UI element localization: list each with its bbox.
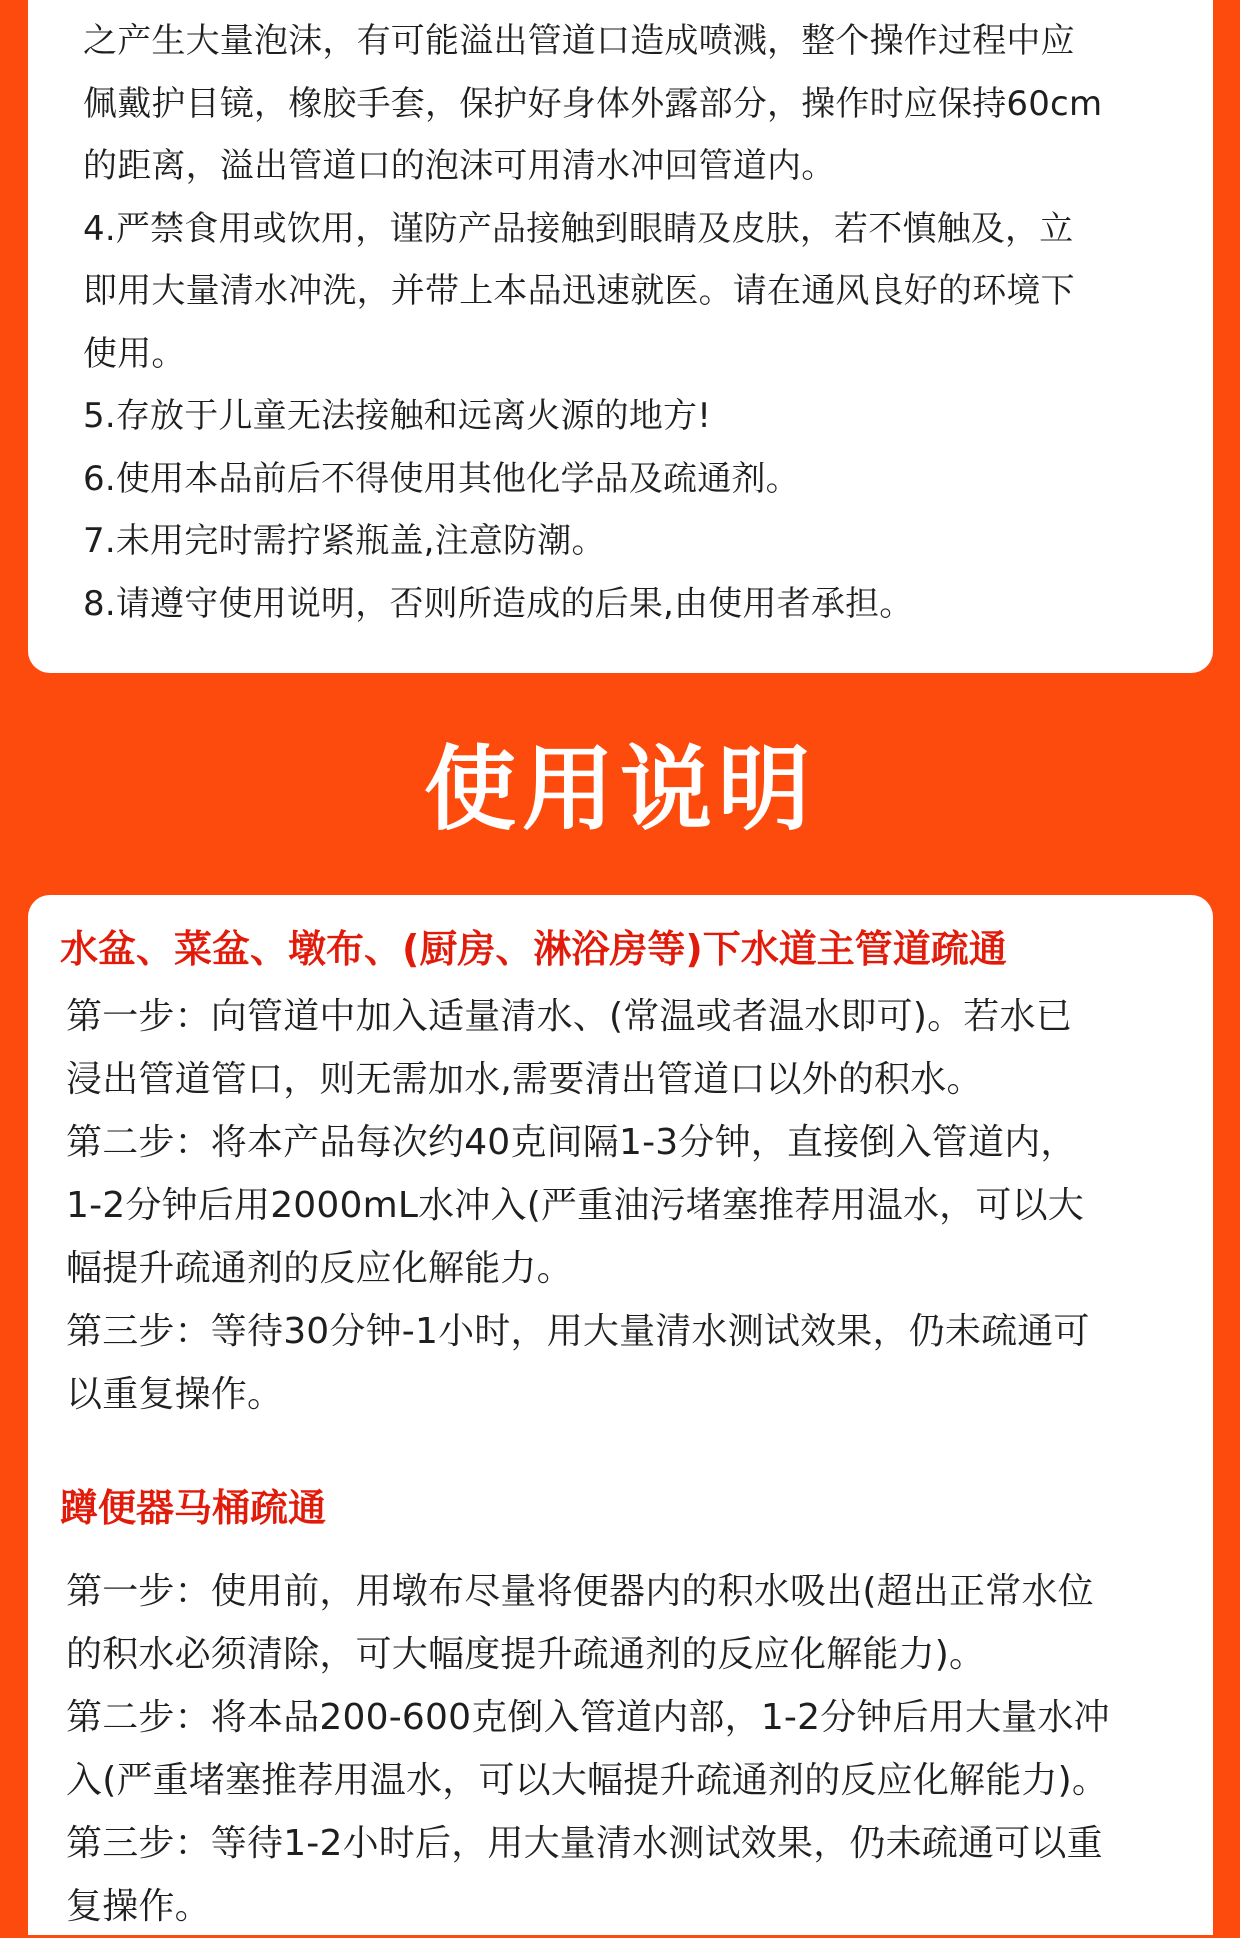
step-line: 第三步：等待30分钟-1小时，用大量清水测试效果，仍未疏通可 [66,1311,1090,1352]
usage-title: 使用说明 [423,736,816,843]
precaution-line: 之产生大量泡沫，有可能溢出管道口造成喷溅，整个操作过程中应 [83,21,1075,61]
step-line: 第二步：将本品200-600克倒入管道内部，1-2分钟后用大量水冲 [66,1697,1110,1738]
precaution-line: 4.严禁食用或饮用，谨防产品接触到眼睛及皮肤，若不慎触及，立 [83,208,1074,249]
precaution-line: 8.请遵守使用说明，否则所造成的后果,由使用者承担。 [83,583,914,624]
step-line: 入(严重堵塞推荐用温水，可以大幅提升疏通剂的反应化解能力)。 [66,1760,1109,1801]
step-line: 1-2分钟后用2000mL水冲入(严重油污堵塞推荐用温水，可以大 [66,1185,1084,1226]
step-line: 复操作。 [66,1886,211,1927]
step-line: 以重复操作。 [66,1374,284,1415]
precaution-line: 即用大量清水冲洗，并带上本品迅速就医。请在通风良好的环境下 [83,271,1075,311]
section-heading-drain: 水盆、菜盆、墩布、(厨房、淋浴房等)下水道主管道疏通 [60,927,1007,971]
precaution-line: 5.存放于儿童无法接触和远离火源的地方! [83,396,712,436]
section-heading-toilet: 蹲便器马桶疏通 [60,1486,327,1530]
precaution-line: 6.使用本品前后不得使用其他化学品及疏通剂。 [83,458,800,499]
step-line: 第一步：向管道中加入适量清水、(常温或者温水即可)。若水已 [66,996,1072,1037]
precautions-card [28,0,1213,673]
usage-card [28,895,1213,1935]
step-line: 浸出管道管口，则无需加水,需要清出管道口以外的积水。 [66,1059,983,1100]
precaution-line: 7.未用完时需拧紧瓶盖,注意防潮。 [83,521,606,561]
step-line: 第二步：将本产品每次约40克间隔1-3分钟，直接倒入管道内， [66,1122,1077,1163]
step-line: 的积水必须清除，可大幅度提升疏通剂的反应化解能力)。 [66,1634,986,1675]
step-line: 第三步：等待1-2小时后，用大量清水测试效果，仍未疏通可以重 [66,1823,1103,1864]
step-line: 幅提升疏通剂的反应化解能力。 [66,1248,573,1289]
precaution-line: 使用。 [83,333,186,374]
precaution-line: 的距离，溢出管道口的泡沫可用清水冲回管道内。 [83,146,836,186]
precaution-line: 佩戴护目镜，橡胶手套，保护好身体外露部分，操作时应保持60cm [83,83,1103,124]
step-line: 第一步：使用前，用墩布尽量将便器内的积水吸出(超出正常水位 [66,1571,1094,1612]
